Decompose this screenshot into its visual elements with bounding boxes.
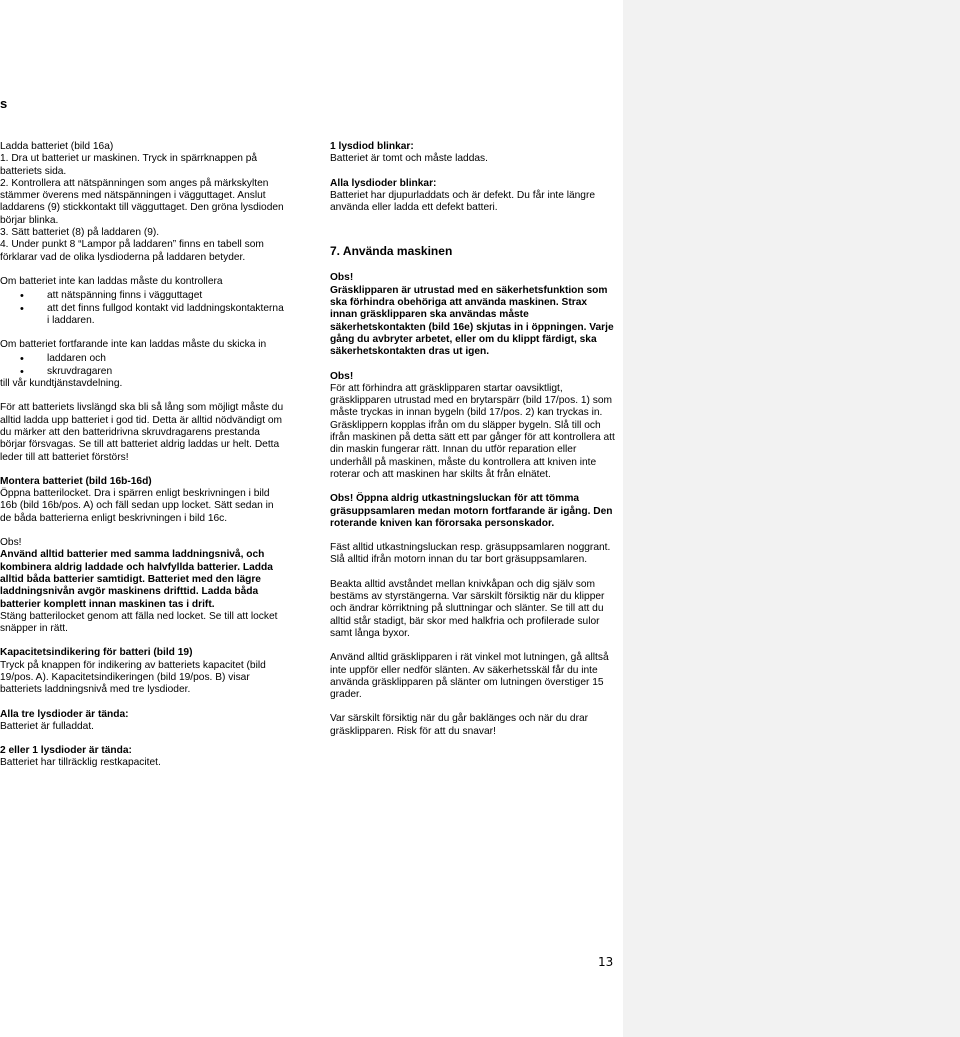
left-column (0, 141, 285, 770)
obs1-text: Gräsklipparen är utrustad med en säkerhetsfunktion som ska förhindra obehöriga att använda maskinen. Strax innan gräsklipparen ska användas måste säkerhetskontakten (bild 16e) skjutas in i öppningen. Varje gång du avbryter arbetet, eller om du klippt färdigt, ska säkerhetskontakten dras ut igen. (330, 284, 614, 358)
obs1-label: Obs! (330, 272, 354, 284)
step-1: 1. Dra ut batteriet ur maskinen. Tryck in spärrknappen på batteriets sida. (0, 153, 258, 177)
check-list (0, 290, 285, 327)
battery-life-text: För att batteriets livslängd ska bli så lång som möjligt måste du alltid ladda upp batteriet i god tid. Detta är alltid nödvändigt om du märker att den batteridrivna skruvdragarens prestanda börjar försvagas. Se till att batteriet aldrig laddas ur helt. Detta leder till att batteriet förstörs! (0, 402, 284, 463)
list-item: • skruvdragaren (0, 366, 285, 378)
section-title: 7. Använda maskinen (330, 244, 453, 259)
obs-text: Stäng batterilocket genom att fälla ned locket. Se till att locket snäpper in rätt. (0, 610, 278, 635)
mount-text: Öppna batterilocket. Dra i spärren enligt beskrivningen i bild 16b (bild 16b/pos. A) och fäll sedan upp locket. Sätt sedan in de båda batterierna enligt beskrivningen i bild 16c. (0, 488, 274, 524)
capacity-title: Kapacitetsindikering för batteri (bild 19) (0, 647, 193, 659)
paragraph: Beakta alltid avståndet mellan knivkåpan och dig själv som bestäms av styrstängerna. Var särskilt försiktig när du klipper och ändrar körriktning på sluttningar och slänter. Se till att du alltid står stadigt, bär skor med halkfria och profilerade sulor samt långa byxor. (330, 578, 605, 639)
paragraph: Använd alltid gräsklipparen i rät vinkel mot lutningen, gå alltså inte uppför eller nedför slänten. Av säkerhetsskäl får du inte använda gräsklipparen på slänter om lutningen överstiger 15 grader. (330, 652, 609, 701)
obs2-label: Obs! (330, 370, 354, 382)
all-leds-title: Alla lysdioder blinkar: (330, 177, 437, 189)
paragraph: Fäst alltid utkastningsluckan resp. gräsuppsamlaren noggrant. Slå alltid ifrån motorn innan du tar bort gräsuppsamlaren. (330, 542, 611, 566)
step-4: 4. Under punkt 8 “Lampor på laddaren” finns en tabell som förklarar vad de olika lysdioderna på laddaren betyder. (0, 239, 264, 263)
send-outro: till vår kundtjänstavdelning. (0, 378, 123, 390)
send-intro: Om batteriet fortfarande inte kan laddas måste du skicka in (0, 339, 267, 351)
all-leds-text: Batteriet har djupurladdats och är defekt. Du får inte längre använda eller ladda ett defekt batteri. (330, 189, 596, 214)
obs-label: Obs! (0, 537, 22, 549)
mount-title: Montera batteriet (bild 16b-16d) (0, 475, 152, 487)
one-led-title: 1 lysdiod blinkar: (330, 141, 414, 152)
page-number: 13 (598, 955, 614, 969)
step-3: 3. Sätt batteriet (8) på laddaren (9). (0, 227, 160, 239)
two-leds-text: Batteriet har tillräcklig restkapacitet. (0, 757, 161, 769)
list-item: • att nätspänning finns i vägguttaget (0, 290, 285, 302)
list-item: • att det finns fullgod kontakt vid laddningskontakterna i laddaren. (0, 303, 285, 328)
header-letter: s (0, 96, 8, 111)
capacity-text: Tryck på knappen för indikering av batteriets kapacitet (bild 19/pos. A). Kapacitetsindikeringen (bild 19/pos. B) visar batteriets laddningsnivå med tre lysdioder. (0, 659, 266, 696)
check-intro: Om batteriet inte kan laddas måste du kontrollera (0, 275, 223, 287)
three-leds-title: Alla tre lysdioder är tända: (0, 708, 129, 720)
three-leds-text: Batteriet är fulladdat. (0, 720, 95, 732)
charge-title: Ladda batteriet (bild 16a) (0, 141, 114, 152)
paragraph: Var särskilt försiktig när du går baklänges och när du drar gräsklipparen. Risk för att du snavar! (330, 713, 589, 737)
right-column (330, 141, 615, 738)
obs2-text: För att förhindra att gräsklipparen startar oavsiktligt, gräsklipparen utrustad med en brytarspärr (bild 17/pos. 1) som måste tryckas in innan bygeln (bild 17/pos. 2) kan tryckas in. Gräsklippern kopplas ifrån om du släpper bygeln. Slå till och ifrån maskinen på detta sätt ett par gånger för att kontrollera att din maskin fungerar rätt. Innan du utför reparation eller underhåll på maskinen, måste du kontrollera att kniven inte roterar och att maskinen har skilts åt från elnätet. (330, 382, 615, 480)
list-item: • laddaren och (0, 353, 285, 365)
one-led-text: Batteriet är tomt och måste laddas. (330, 153, 488, 165)
send-list (0, 353, 285, 378)
obs-warning: Använd alltid batterier med samma laddningsnivå, och kombinera aldrig laddade och halvfyllda batterier. Ladda alltid båda batterier samtidigt. Batteriet med den lägre laddningsnivån avgör maskinens drifttid. Ladda båda batterier komplett innan maskinen tas i drift. (0, 549, 273, 610)
two-leds-title: 2 eller 1 lysdioder är tända: (0, 745, 132, 757)
step-2: 2. Kontrollera att nätspänningen som anges på märkskylten stämmer överens med nätspänningen i vägguttaget. Anslut laddarens (9) stickkontakt till vägguttaget. Den gröna lysdioden börjar blinka. (0, 177, 284, 226)
obs3-warning: Obs! Öppna aldrig utkastningsluckan för att tömma gräsuppsamlaren medan motorn fortfarande är igång. Den roterande kniven kan förorsaka personskador. (330, 493, 613, 529)
right-margin-panel (623, 0, 960, 1037)
